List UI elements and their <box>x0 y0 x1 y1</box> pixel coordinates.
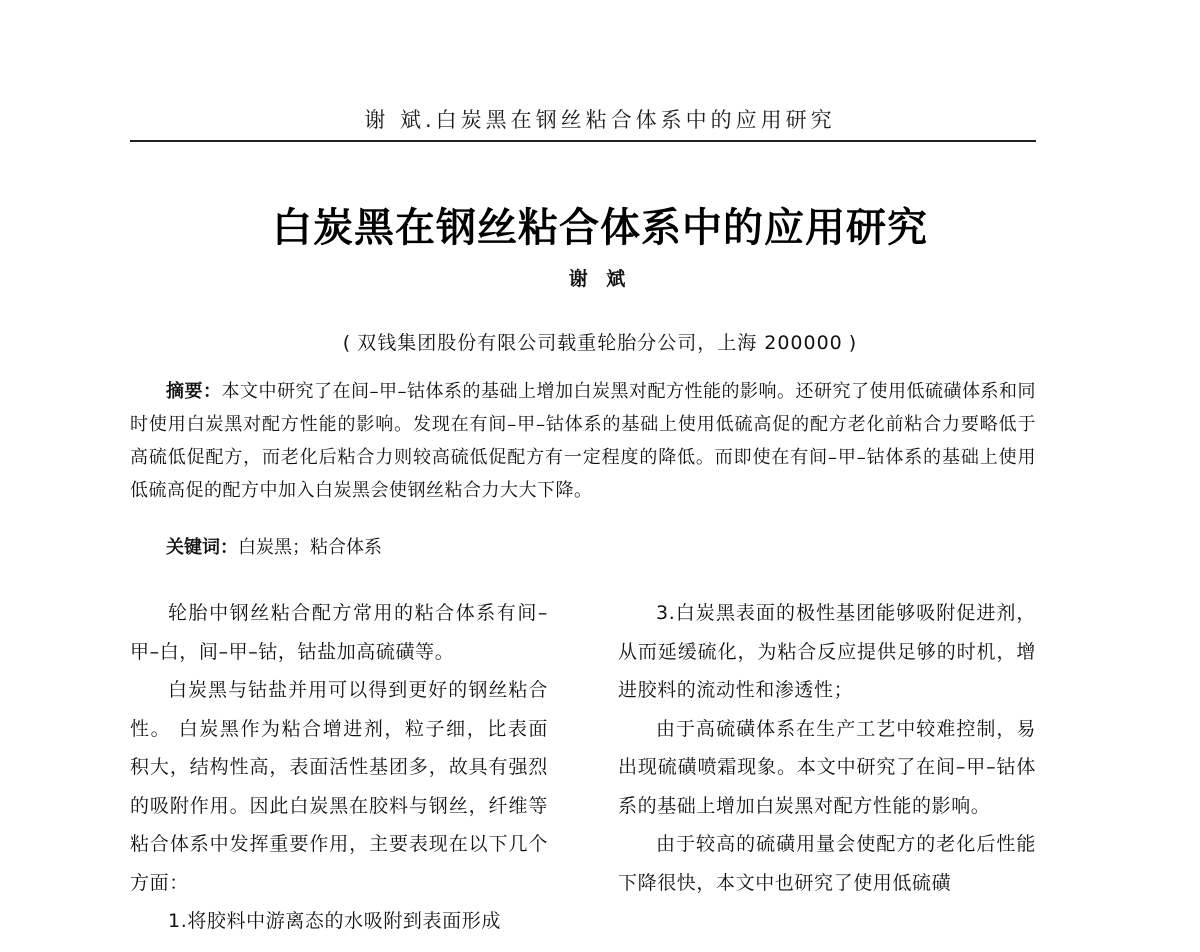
body-column-right <box>618 594 1036 902</box>
paragraph: 由于较高的硫磺用量会使配方的老化后性能下降很快，本文中也研究了使用低硫磺 <box>618 833 1036 894</box>
paragraph: 轮胎中钢丝粘合配方常用的粘合体系有间–甲–白，间–甲–钴，钴盐加高硫磺等。 <box>130 602 548 663</box>
affiliation-close-paren: ) <box>848 332 858 354</box>
paper-title: 白炭黑在钢丝粘合体系中的应用研究 <box>272 204 928 251</box>
abstract-text: 本文中研究了在间–甲–钴体系的基础上增加白炭黑对配方性能的影响。还研究了使用低硫磺体系和同时使用白炭黑对配方性能的影响。发现在有间–甲–钴体系的基础上使用低硫高促的配方老化前粘合力要略低于高硫低促配方，而老化后粘合力则较高硫低促配方有一定程度的降低。而即使在有间–甲–钴体系的基础上使用低硫高促的配方中加入白炭黑会使钢丝粘合力大大下降。 <box>130 381 1036 501</box>
abstract <box>130 375 1036 507</box>
abstract-label: 摘要： <box>166 381 222 402</box>
paragraph: 白炭黑与钴盐并用可以得到更好的钢丝粘合性。 白炭黑作为粘合增进剂，粒子细，比表面积大，结构性高，表面活性基团多，故具有强烈的吸附作用。因此白炭黑在胶料与钢丝，纤维等粘合体系中发挥重要作用，主要表现在以下几个方面： <box>130 679 548 894</box>
author-name: 谢 斌 <box>568 268 632 290</box>
affiliation-text: 双钱集团股份有限公司载重轮胎分公司，上海 200000 <box>357 332 843 354</box>
keywords <box>166 531 382 564</box>
paragraph: 由于高硫磺体系在生产工艺中较难控制，易出现硫磺喷霜现象。本文中研究了在间–甲–钴体系的基础上增加白炭黑对配方性能的影响。 <box>618 717 1036 817</box>
affiliation-open-paren: ( <box>342 332 352 354</box>
affiliation <box>0 328 1200 355</box>
header-rule <box>130 140 1036 142</box>
paragraph: 1.将胶料中游离态的水吸附到表面形成 <box>168 910 501 932</box>
keywords-text: 白炭黑；粘合体系 <box>238 537 382 558</box>
body-column-left <box>130 594 548 941</box>
paragraph: 3.白炭黑表面的极性基团能够吸附促进剂，从而延缓硫化，为粘合反应提供足够的时机，增进胶料的流动性和渗透性； <box>618 602 1036 701</box>
running-header: 谢 斌.白炭黑在钢丝粘合体系中的应用研究 <box>364 108 836 132</box>
keywords-label: 关键词： <box>166 537 238 558</box>
